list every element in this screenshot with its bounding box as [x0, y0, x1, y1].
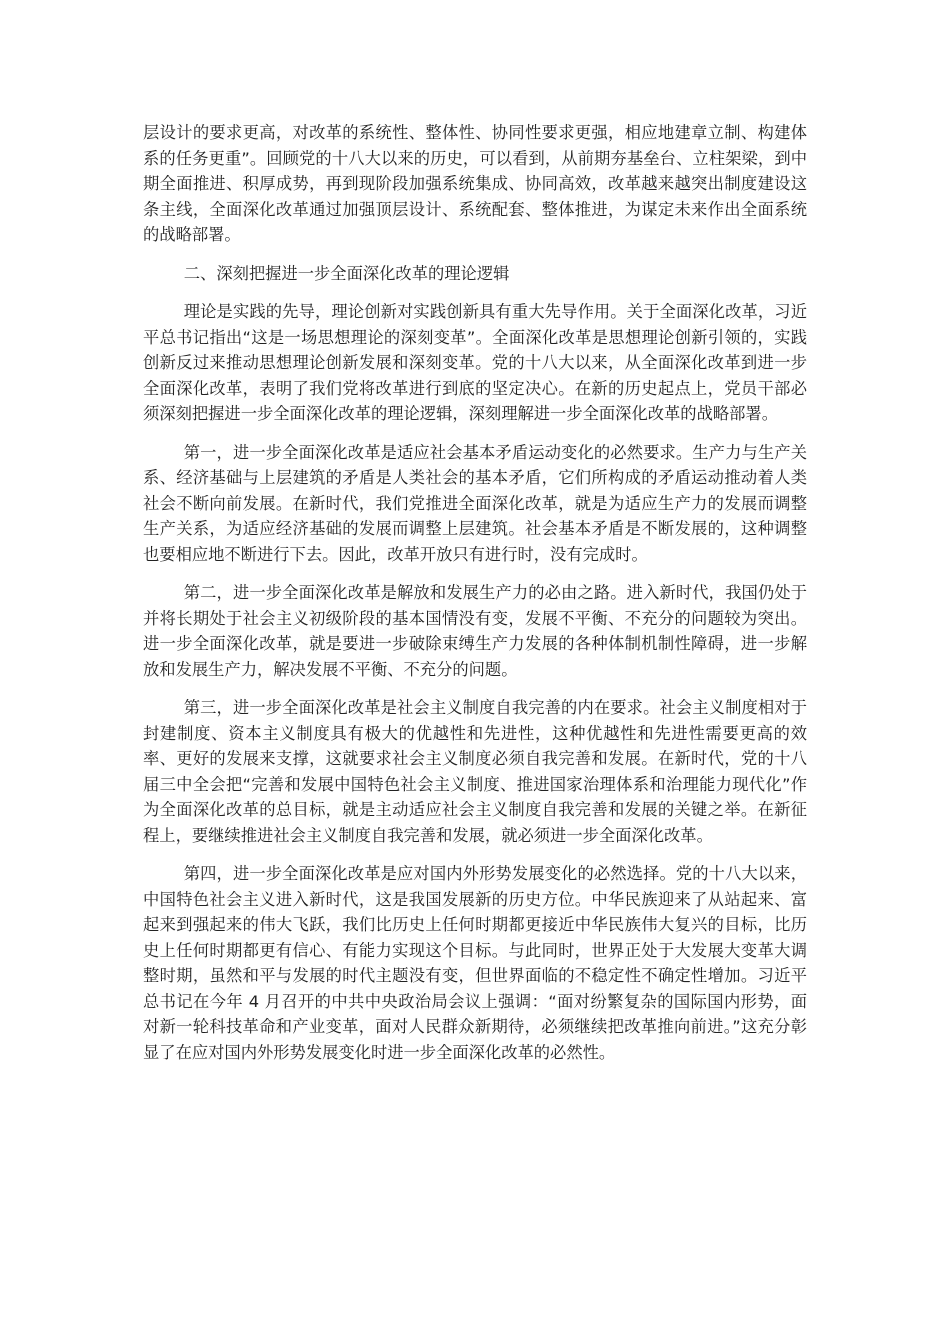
section-heading: 二、深刻把握进一步全面深化改革的理论逻辑	[183, 263, 510, 283]
paragraph-point-2: 第二，进一步全面深化改革是解放和发展生产力的必由之路。进入新时代，我国仍处于并将长期处于社会主义初级阶段的基本国情没有变，发展不平衡、不充分的问题较为突出。进一步全面深化改革，就是要进一步破除束缚生产力发展的各种体制机制性障碍，进一步解放和发展生产力，解决发展不平衡、不充分的问题。	[143, 583, 807, 679]
document-page	[143, 120, 807, 1078]
paragraph-point-4: 第四，进一步全面深化改革是应对国内外形势发展变化的必然选择。党的十八大以来，中国特色社会主义进入新时代，这是我国发展新的历史方位。中华民族迎来了从站起来、富起来到强起来的伟大飞跃，我们比历史上任何时期都更接近中华民族伟大复兴的目标，比历史上任何时期都更有信心、有能力实现这个目标。与此同时，世界正处于大发展大变革大调整时期，虽然和平与发展的时代主题没有变，但世界面临的不稳定性不确定性增加。习近平总书记在今年 4 月召开的中共中央政治局会议上强调：“面对纷繁复杂的国际国内形势，面对新一轮科技革命和产业变革，面对人民群众新期待，必须继续把改革推向前进。”这充分彰显了在应对国内外形势发展变化时进一步全面深化改革的必然性。	[143, 864, 807, 1062]
paragraph-intro: 理论是实践的先导，理论创新对实践创新具有重大先导作用。关于全面深化改革，习近平总书记指出“这是一场思想理论的深刻变革”。全面深化改革是思想理论创新引领的，实践创新反过来推动思想理论创新发展和深刻变革。党的十八大以来，从全面深化改革到进一步全面深化改革，表明了我们党将改革进行到底的坚定决心。在新的历史起点上，党员干部必须深刻把握进一步全面深化改革的理论逻辑，深刻理解进一步全面深化改革的战略部署。	[143, 302, 807, 423]
paragraph-point-1: 第一，进一步全面深化改革是适应社会基本矛盾运动变化的必然要求。生产力与生产关系、经济基础与上层建筑的矛盾是人类社会的基本矛盾，它们所构成的矛盾运动推动着人类社会不断向前发展。在新时代，我们党推进全面深化改革，就是为适应生产力的发展而调整生产关系，为适应经济基础的发展而调整上层建筑。社会基本矛盾是不断发展的，这种调整也要相应地不断进行下去。因此，改革开放只有进行时，没有完成时。	[143, 442, 807, 564]
paragraph-continuation: 层设计的要求更高，对改革的系统性、整体性、协同性要求更强，相应地建章立制、构建体系的任务更重”。回顾党的十八大以来的历史，可以看到，从前期夯基垒台、立柱架梁，到中期全面推进、积厚成势，再到现阶段加强系统集成、协同高效，改革越来越突出制度建设这条主线，全面深化改革通过加强顶层设计、系统配套、整体推进，为谋定未来作出全面系统的战略部署。	[143, 123, 807, 244]
paragraph-point-3: 第三，进一步全面深化改革是社会主义制度自我完善的内在要求。社会主义制度相对于封建制度、资本主义制度具有极大的优越性和先进性，这种优越性和先进性需要更高的效率、更好的发展来支撑，这就要求社会主义制度必须自我完善和发展。在新时代，党的十八届三中全会把“完善和发展中国特色社会主义制度、推进国家治理体系和治理能力现代化”作为全面深化改革的总目标，就是主动适应社会主义制度自我完善和发展的关键之举。在新征程上，要继续推进社会主义制度自我完善和发展，就必须进一步全面深化改革。	[143, 698, 807, 845]
